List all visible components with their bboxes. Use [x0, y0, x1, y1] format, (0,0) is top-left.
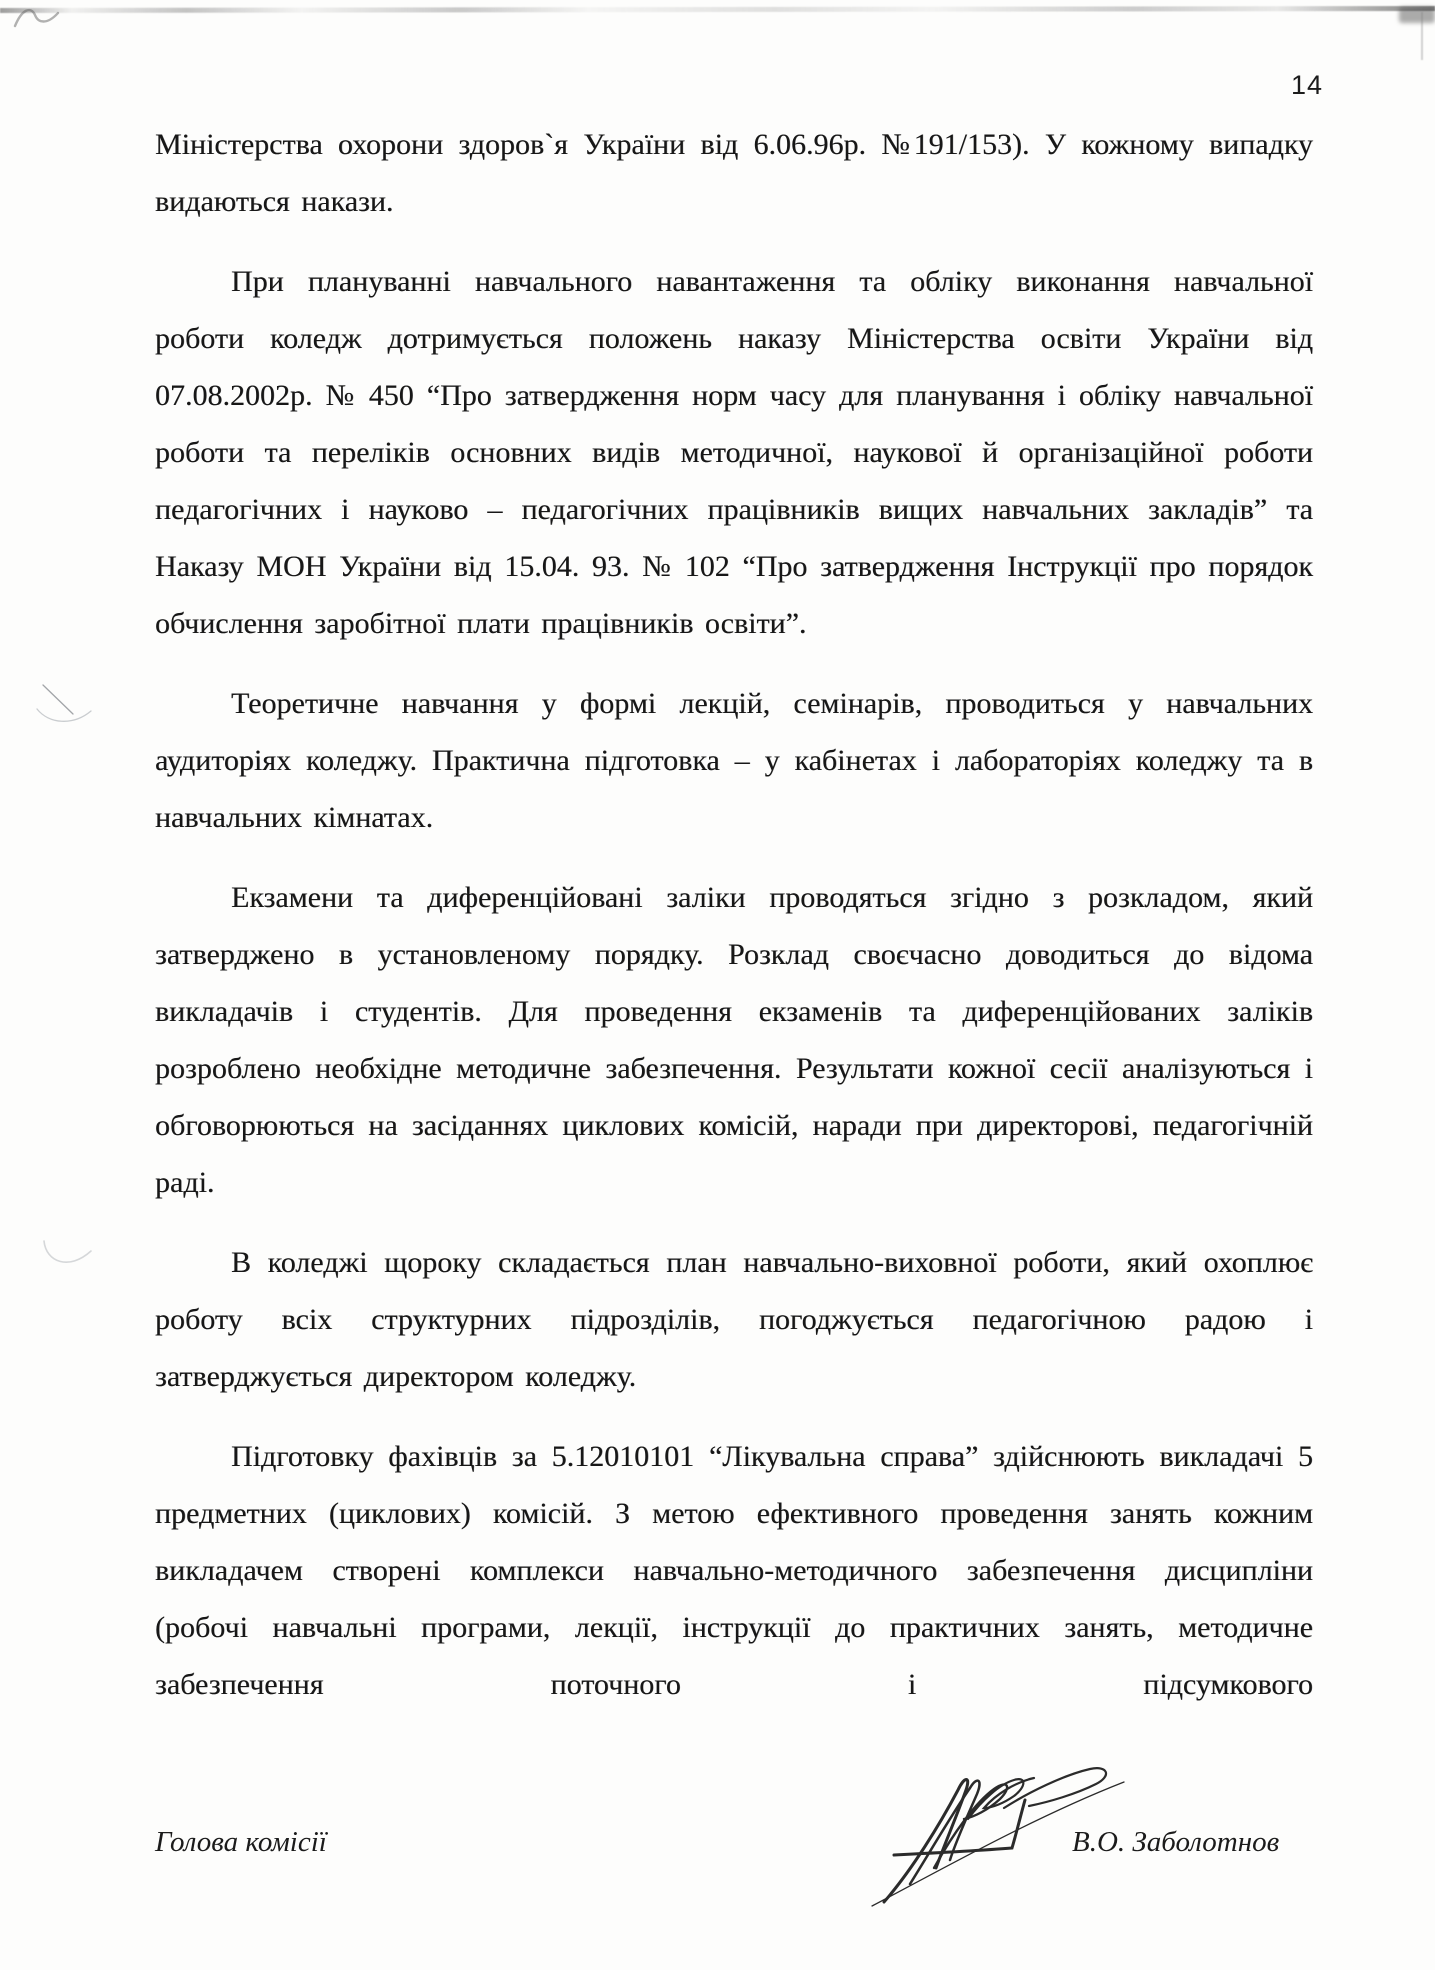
paragraph: В коледжі щороку складається план навчально-виховної роботи, який охоплює роботу всіх структурних підрозділів, погоджується педагогічною радою і затверджується директором коледжу. [155, 1246, 1313, 1393]
paragraph: Екзамени та диференційовані заліки проводяться згідно з розкладом, який затверджено в установленому порядку. Розклад своєчасно доводиться до відома викладачів і студентів. Для проведення екзаменів та диференційованих заліків розроблено необхідне методичне забезпечення. Результати кожної сесії аналізуються і обговорюються на засіданнях циклових комісій, наради при директорові, педагогічній раді. [155, 881, 1313, 1199]
pencil-curve-mark-icon [40, 1235, 96, 1277]
scanner-edge-vertical-line [1421, 12, 1423, 60]
signer-name: В.О. Заболотнов [1072, 1826, 1280, 1858]
scanner-scribble-artifact [12, 2, 64, 36]
paragraph: При плануванні навчального навантаження та обліку виконання навчальної роботи коледж дотримується положень наказу Міністерства освіти України від 07.08.2002р. № 450 “Про затвердження норм часу для планування і обліку навчальної роботи та переліків основних видів методичної, наукової й організаційної роботи педагогічних і науково – педагогічних працівників вищих навчальних закладів” та Наказу МОН України від 15.04. 93. № 102 “Про затвердження Інструкції про порядок обчислення заробітної плати працівників освіти”. [155, 265, 1313, 640]
footer-role-label: Голова комісії [155, 1826, 327, 1858]
paragraph: Підготовку фахівців за 5.12010101 “Лікувальна справа” здійснюють викладачі 5 предметних (циклових) комісій. З метою ефективного проведення занять кожним викладачем створені комплекси навчально-методичного забезпечення дисципліни (робочі навчальні програми, лекції, інструкції до практичних занять, методичне забезпечення поточного і підсумкового [155, 1440, 1313, 1701]
document-body [155, 116, 1313, 1736]
page-number: 14 [1291, 70, 1324, 100]
pencil-check-mark-icon [35, 683, 97, 729]
paragraph: Міністерства охорони здоров`я України від 6.06.96р. №191/153). У кожному випадку видаються накази. [155, 128, 1313, 218]
paragraph: Теоретичне навчання у формі лекцій, семінарів, проводиться у навчальних аудиторіях коледжу. Практична підготовка – у кабінетах і лабораторіях коледжу та в навчальних кімнатах. [155, 687, 1313, 834]
scanner-corner-blotch [1399, 7, 1435, 23]
scanner-edge-artifact [0, 6, 1435, 13]
